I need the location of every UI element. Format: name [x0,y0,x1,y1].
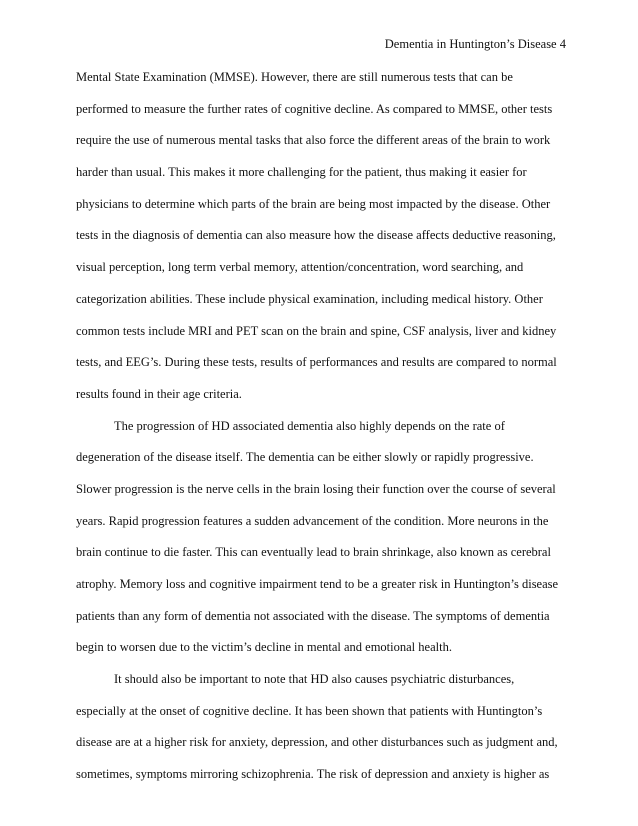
text-line: years. Rapid progression features a sudden advancement of the condition. More neurons in the [76,513,549,528]
running-head: Dementia in Huntington’s Disease 4 [384,37,566,51]
text-line: results found in their age criteria. [76,386,242,401]
text-line: especially at the onset of cognitive decline. It has been shown that patients with Huntington’s [76,703,543,718]
text-line: patients than any form of dementia not associated with the disease. The symptoms of dementia [76,608,550,623]
text-line: require the use of numerous mental tasks that also force the different areas of the brain to work [76,133,551,148]
text-line: common tests include MRI and PET scan on the brain and spine, CSF analysis, liver and kidney [76,323,557,338]
text-line: sometimes, symptoms mirroring schizophrenia. The risk of depression and anxiety is higher as [76,767,550,782]
text-line: tests, and EEG’s. During these tests, results of performances and results are compared to normal [76,355,557,370]
text-line: It should also be important to note that HD also causes psychiatric disturbances, [114,672,515,687]
text-line: The progression of HD associated dementia also highly depends on the rate of [114,418,505,433]
text-line: physicians to determine which parts of the brain are being most impacted by the disease. Other [76,196,551,211]
text-line: tests in the diagnosis of dementia can also measure how the disease affects deductive reasoning, [76,228,556,243]
text-line: visual perception, long term verbal memory, attention/concentration, word searching, and [76,260,524,275]
body-text [76,67,576,796]
text-line: disease are at a higher risk for anxiety, depression, and other disturbances such as judgment and, [76,735,558,750]
text-line: degeneration of the disease itself. The dementia can be either slowly or rapidly progressive. [76,450,534,465]
text-line: Slower progression is the nerve cells in the brain losing their function over the course of several [76,481,556,496]
text-line: harder than usual. This makes it more challenging for the patient, thus making it easier for [76,165,527,180]
text-line: begin to worsen due to the victim’s decline in mental and emotional health. [76,640,452,655]
text-line: performed to measure the further rates of cognitive decline. As compared to MMSE, other tests [76,101,553,116]
text-line: Mental State Examination (MMSE). However, there are still numerous tests that can be [76,70,513,84]
text-line: categorization abilities. These include physical examination, including medical history. Other [76,291,543,306]
text-line: brain continue to die faster. This can eventually lead to brain shrinkage, also known as cerebral [76,545,551,560]
text-line: atrophy. Memory loss and cognitive impairment tend to be a greater risk in Huntington’s disease [76,577,559,591]
